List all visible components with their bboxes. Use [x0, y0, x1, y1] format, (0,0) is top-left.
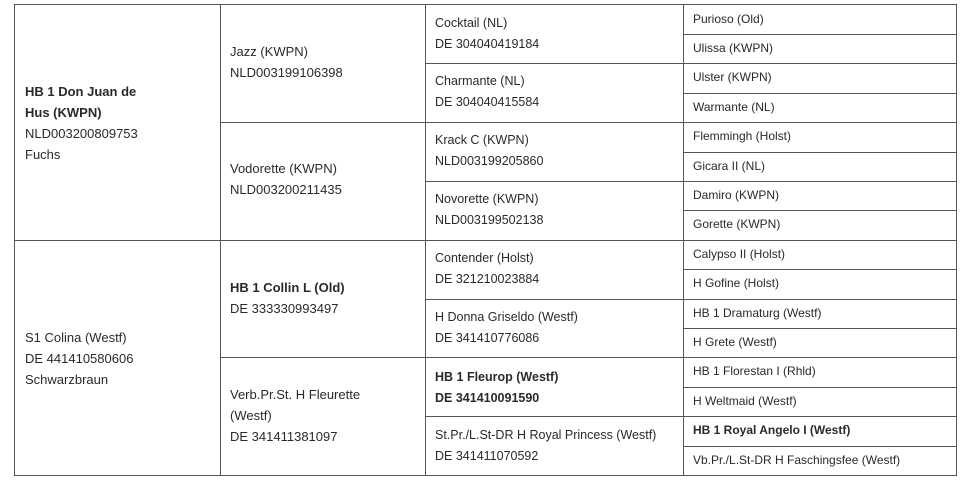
dam-name: S1 Colina (Westf) [25, 330, 127, 345]
gen2-reg: NLD003199106398 [230, 65, 343, 80]
divider-e5 [425, 299, 683, 300]
sire-name-line2: Hus (KWPN) [25, 105, 102, 120]
gen4-cell-4: Warmante (NL) [693, 100, 775, 114]
gen2-reg: DE 333330993497 [230, 301, 339, 316]
gen4-cell-16: Vb.Pr./L.St-DR H Faschingsfee (Westf) [693, 453, 901, 467]
gen2-name: Jazz (KWPN) [230, 44, 308, 59]
gen2-name: Vodorette (KWPN) [230, 161, 337, 176]
gen3-name: Contender (Holst) [435, 251, 534, 265]
divider-half [15, 240, 683, 241]
gen4-cell-14: H Weltmaid (Westf) [693, 394, 797, 408]
sire-name-line1: HB 1 Don Juan de [25, 84, 137, 99]
gen4-cell-11: HB 1 Dramaturg (Westf) [693, 306, 822, 320]
gen3-name: St.Pr./L.St-DR H Royal Princess (Westf) [435, 428, 657, 442]
gen4-cell-6: Gicara II (NL) [693, 159, 766, 173]
gen4-cell-13: HB 1 Florestan I (Rhld) [693, 364, 816, 378]
gen4-cell-9: Calypso II (Holst) [693, 247, 786, 261]
gen2-cell-1 [220, 41, 425, 83]
gen3-cell-1 [425, 13, 683, 55]
divider-q3 [220, 357, 683, 358]
gen3-name: Krack C (KWPN) [435, 133, 529, 147]
divider-e3 [425, 181, 683, 182]
gen3-cell-8 [425, 425, 683, 467]
gen4-cell-2: Ulissa (KWPN) [693, 41, 773, 55]
gen4-cell-5: Flemmingh (Holst) [693, 129, 792, 143]
gen3-name: Charmante (NL) [435, 74, 525, 88]
gen3-cell-6 [425, 307, 683, 349]
gen4-cell-12: H Grete (Westf) [693, 335, 777, 349]
gen2-cell-4 [220, 384, 425, 447]
gen2-cell-2 [220, 158, 425, 200]
gen3-name: Novorette (KWPN) [435, 192, 539, 206]
gen4-cell-1: Purioso (Old) [693, 12, 764, 26]
gen2-cell-3 [220, 277, 425, 319]
gen3-cell-4 [425, 189, 683, 231]
dam-cell [15, 327, 220, 390]
pedigree-table [14, 4, 957, 476]
divider-e1 [425, 63, 683, 64]
gen2-name-line1: Verb.Pr.St. H Fleurette [230, 387, 361, 402]
gen3-reg: DE 304040415584 [435, 95, 540, 109]
gen4-cell-10: H Gofine (Holst) [693, 276, 780, 290]
divider-e7 [425, 416, 683, 417]
gen4-cell-8: Gorette (KWPN) [693, 217, 781, 231]
gen3-reg: DE 304040419184 [435, 37, 540, 51]
gen2-name: HB 1 Collin L (Old) [230, 280, 345, 295]
gen3-cell-7 [425, 367, 683, 409]
gen3-reg: DE 341410776086 [435, 331, 540, 345]
gen3-reg: NLD003199502138 [435, 213, 544, 227]
dam-color: Schwarzbraun [25, 372, 109, 387]
gen3-cell-5 [425, 248, 683, 290]
sire-cell [15, 81, 220, 165]
gen3-name: H Donna Griseldo (Westf) [435, 310, 578, 324]
gen2-reg: NLD003200211435 [230, 182, 342, 197]
gen3-cell-3 [425, 130, 683, 172]
divider-q1 [220, 122, 683, 123]
gen4-cell-3: Ulster (KWPN) [693, 70, 772, 84]
gen2-name-line2: (Westf) [230, 408, 272, 423]
gen3-cell-2 [425, 71, 683, 113]
sire-color: Fuchs [25, 147, 61, 162]
dam-reg: DE 441410580606 [25, 351, 134, 366]
sire-reg: NLD003200809753 [25, 126, 138, 141]
gen3-reg: DE 341410091590 [435, 391, 540, 405]
gen3-name: HB 1 Fleurop (Westf) [435, 370, 559, 384]
gen3-name: Cocktail (NL) [435, 16, 508, 30]
gen2-reg: DE 341411381097 [230, 429, 338, 444]
gen4-cell-7: Damiro (KWPN) [693, 188, 779, 202]
gen3-reg: DE 341411070592 [435, 449, 539, 463]
gen3-reg: NLD003199205860 [435, 154, 544, 168]
gen4-cell-15: HB 1 Royal Angelo I (Westf) [693, 423, 851, 437]
gen3-reg: DE 321210023884 [435, 272, 540, 286]
